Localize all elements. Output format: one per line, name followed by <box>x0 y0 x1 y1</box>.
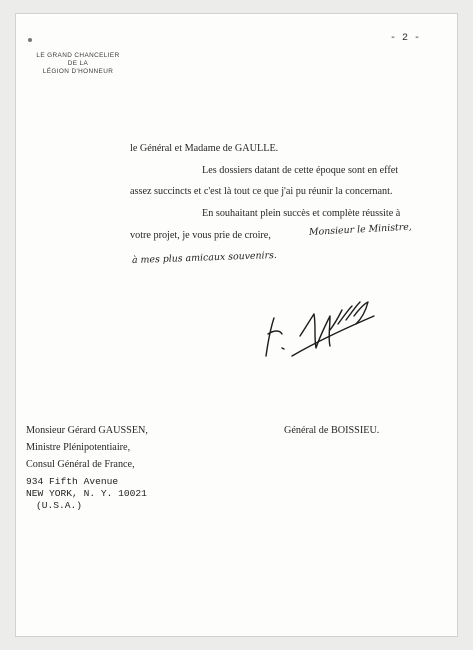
letterhead-line: DE LA <box>67 60 89 67</box>
body-line-1: le Général et Madame de GAULLE. <box>130 143 279 154</box>
handwritten-signature <box>256 290 386 370</box>
handwritten-closing: à mes plus amicaux souvenirs. <box>131 249 278 266</box>
recipient-city: NEW YORK, N. Y. 10021 <box>26 488 147 499</box>
handwritten-salutation: Monsieur le Ministre, <box>308 221 413 238</box>
recipient-country: (U.S.A.) <box>36 500 83 511</box>
body-line-5: votre projet, je vous prie de croire, <box>130 230 271 241</box>
body-line-4: En souhaitant plein succès et complète réussite à <box>202 208 401 219</box>
signatory-name: Général de BOISSIEU. <box>284 425 380 436</box>
letterhead-line: LÉGION D'HONNEUR <box>42 68 114 75</box>
letterhead-line: LE GRAND CHANCELIER <box>36 52 120 59</box>
body-line-3: assez succincts et c'est là tout ce que j'ai pu réunir la concernant. <box>130 186 393 197</box>
recipient-office: Consul Général de France, <box>26 459 135 470</box>
letter-page <box>16 14 457 636</box>
letterhead-dot <box>28 38 32 42</box>
recipient-street: 934 Fifth Avenue <box>26 476 119 487</box>
recipient-title: Ministre Plénipotentiaire, <box>26 442 131 453</box>
recipient-name: Monsieur Gérard GAUSSEN, <box>26 425 148 436</box>
letterhead <box>30 52 126 76</box>
page-number: - 2 - <box>390 33 421 44</box>
body-line-2: Les dossiers datant de cette époque sont en effet <box>202 165 399 176</box>
